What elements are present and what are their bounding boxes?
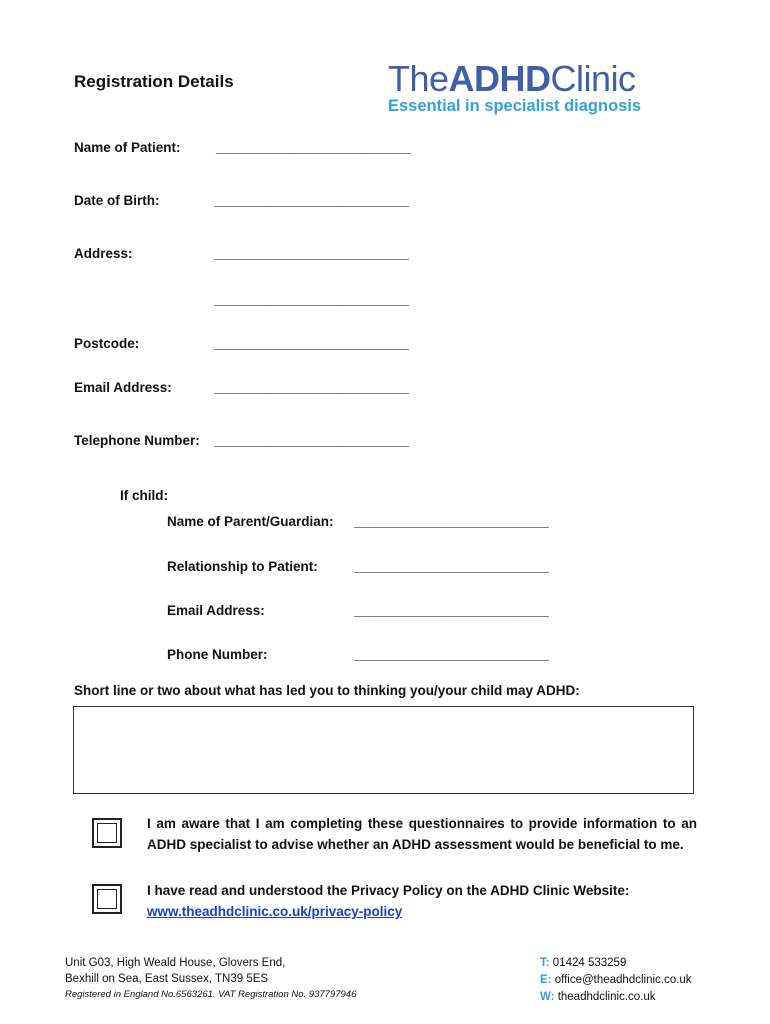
postcode-field[interactable]: ___________________________ bbox=[214, 336, 409, 351]
footer-website: theadhdclinic.co.uk bbox=[557, 991, 656, 1003]
telephone-number-field[interactable]: ___________________________ bbox=[214, 433, 409, 448]
date-of-birth-label: Date of Birth: bbox=[74, 193, 160, 208]
footer-email: office@theadhdclinic.co.uk bbox=[554, 974, 692, 986]
footer-address-line1: Unit G03, High Weald House, Glovers End, bbox=[65, 957, 286, 969]
relationship-field[interactable]: ___________________________ bbox=[354, 559, 549, 574]
website-key: W: bbox=[540, 991, 555, 1003]
postcode-label: Postcode: bbox=[74, 336, 140, 351]
address-field-line1[interactable]: ___________________________ bbox=[214, 246, 409, 261]
checkbox-inner-frame bbox=[97, 823, 117, 843]
checkbox-inner-frame bbox=[97, 889, 117, 909]
reason-prompt: Short line or two about what has led you to thinking you/your child may ADHD: bbox=[74, 683, 580, 698]
parent-phone-field[interactable]: ___________________________ bbox=[354, 647, 549, 662]
date-of-birth-field[interactable]: ___________________________ bbox=[214, 193, 409, 208]
parent-phone-label: Phone Number: bbox=[167, 647, 268, 662]
logo-adhd: ADHD bbox=[448, 58, 551, 99]
if-child-label: If child: bbox=[120, 488, 168, 503]
email-key: E: bbox=[540, 974, 552, 986]
relationship-label: Relationship to Patient: bbox=[167, 559, 318, 574]
parent-name-field[interactable]: ___________________________ bbox=[354, 514, 549, 529]
privacy-consent-text bbox=[147, 880, 697, 922]
clinic-logo bbox=[388, 60, 658, 116]
footer-registration: Registered in England No.6563261. VAT Registration No. 937797946 bbox=[65, 989, 357, 1000]
footer-address-line2: Bexhill on Sea, East Sussex, TN39 5ES bbox=[65, 973, 269, 985]
privacy-consent-statement: I have read and understood the Privacy Policy on the ADHD Clinic Website: bbox=[147, 883, 630, 898]
address-label: Address: bbox=[74, 246, 133, 261]
email-address-field[interactable]: ___________________________ bbox=[214, 380, 409, 395]
privacy-policy-link[interactable]: www.theadhdclinic.co.uk/privacy-policy bbox=[147, 904, 403, 919]
telephone-number-label: Telephone Number: bbox=[74, 433, 200, 448]
logo-clinic: Clinic bbox=[550, 58, 636, 99]
aware-consent-text: I am aware that I am completing these questionnaires to provide information to an ADHD specialist to advise whether an ADHD assessment would be beneficial to me. bbox=[147, 816, 697, 852]
footer-contact bbox=[540, 955, 691, 1006]
name-of-patient-field[interactable]: ___________________________ bbox=[216, 140, 411, 155]
logo-tagline: Essential in specialist diagnosis bbox=[388, 97, 642, 115]
footer-telephone: 01424 533259 bbox=[552, 957, 627, 969]
name-of-patient-label: Name of Patient: bbox=[74, 140, 181, 155]
page-title: Registration Details bbox=[74, 72, 234, 91]
aware-checkbox[interactable] bbox=[92, 818, 122, 848]
footer-address bbox=[65, 955, 285, 987]
privacy-checkbox[interactable] bbox=[92, 884, 122, 914]
telephone-key: T: bbox=[540, 957, 550, 969]
parent-email-field[interactable]: ___________________________ bbox=[354, 603, 549, 618]
parent-email-label: Email Address: bbox=[167, 603, 265, 618]
logo-the: The bbox=[388, 58, 449, 99]
reason-textarea[interactable] bbox=[73, 706, 694, 794]
parent-name-label: Name of Parent/Guardian: bbox=[167, 514, 334, 529]
address-field-line2[interactable]: ___________________________ bbox=[214, 292, 409, 307]
email-address-label: Email Address: bbox=[74, 380, 172, 395]
